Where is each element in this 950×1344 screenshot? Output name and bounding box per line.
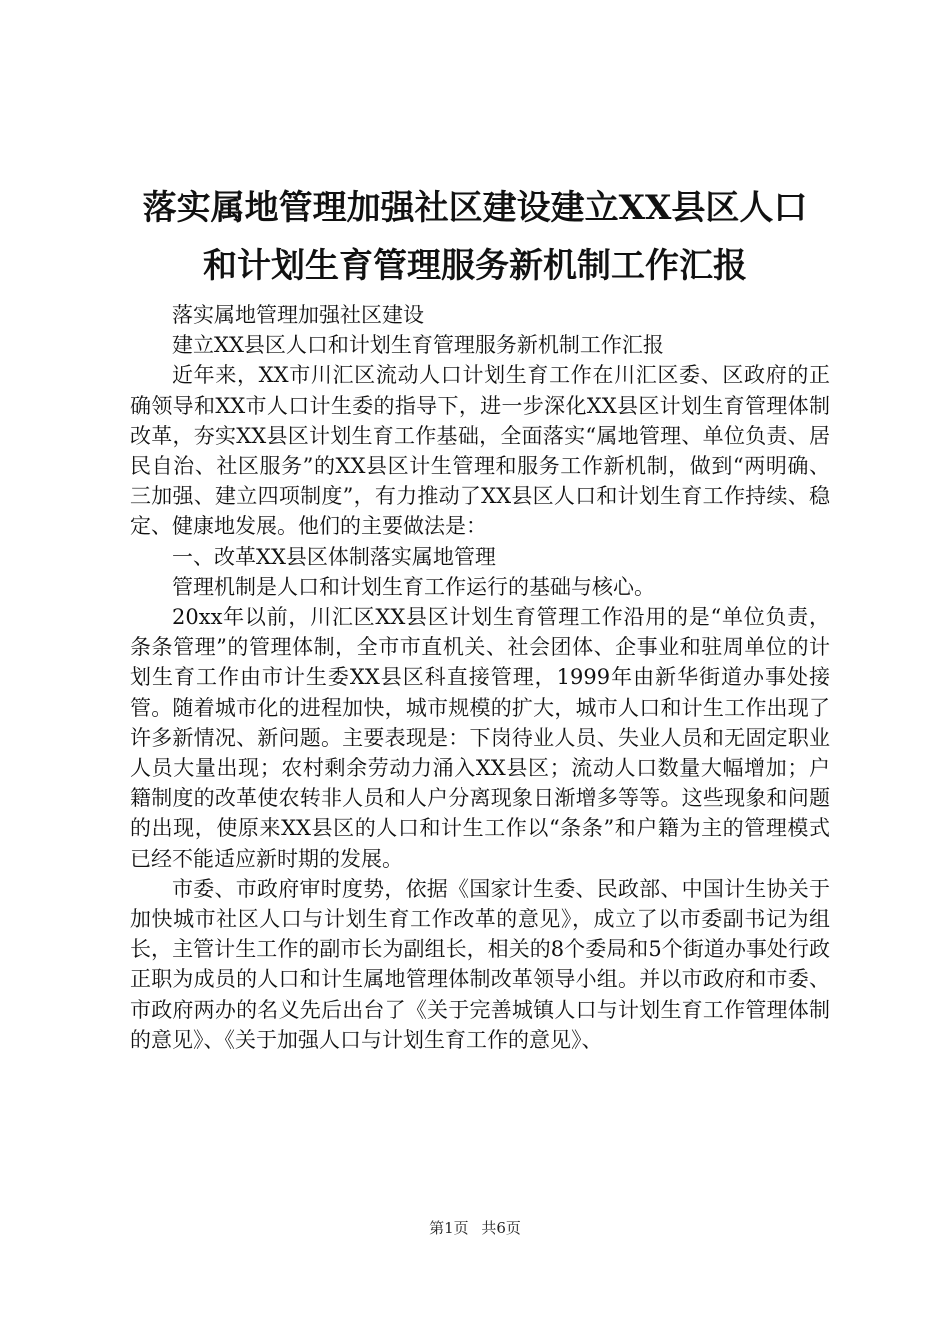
page-total: 共6页	[481, 1219, 521, 1237]
paragraph: 20xx年以前，川汇区XX县区计划生育管理工作沿用的是“单位负责，条条管理”的管理体制，全市市直机关、社会团体、企事业和驻周单位的计划生育工作由市计生委XX县区科直接管理，1999年由新华街道办事处接管。随着城市化的进程加快，城市规模的扩大，城市人口和计生工作出现了许多新情况、新问题。主要表现是：下岗待业人员、失业人员和无固定职业人员大量出现；农村剩余劳动力涌入XX县区；流动人口数量大幅增加；户籍制度的改革使农转非人员和人户分离现象日渐增多等等。这些现象和问题的出现，使原来XX县区的人口和计生工作以“条条”和户籍为主的管理模式已经不能适应新时期的发展。	[130, 605, 830, 871]
paragraph-subtitle-2: 建立XX县区人口和计划生育管理服务新机制工作汇报	[172, 333, 664, 358]
document-body	[130, 300, 830, 1055]
page-number: 第1页	[429, 1219, 469, 1237]
paragraph-subtitle-1: 落实属地管理加强社区建设	[172, 303, 424, 327]
section-heading-1: 一、改革XX县区体制落实属地管理	[172, 544, 496, 569]
paragraph-intro: 近年来，XX市川汇区流动人口计划生育工作在川汇区委、区政府的正确领导和XX市人口计生委的指导下，进一步深化XX县区计划生育管理体制改革，夯实XX县区计划生育工作基础，全面落实“属地管理、单位负责、居民自治、社区服务”的XX县区计生管理和服务工作新机制，做到“两明确、三加强、建立四项制度”，有力推动了XX县区人口和计划生育工作持续、稳定、健康地发展。他们的主要做法是：	[130, 363, 830, 539]
page-footer	[0, 1218, 950, 1238]
paragraph: 市委、市政府审时度势，依据《国家计生委、民政部、中国计生协关于加快城市社区人口与计划生育工作改革的意见》，成立了以市委副书记为组长，主管计生工作的副市长为副组长，相关的8个委局和5个街道办事处行政正职为成员的人口和计生属地管理体制改革领导小组。并以市政府和市委、市政府两办的名义先后出台了《关于完善城镇人口与计划生育工作管理体制的意见》、《关于加强人口与计划生育工作的意见》、	[130, 876, 830, 1052]
document-title-line-1: 落实属地管理加强社区建设建立XX县区人口	[142, 188, 808, 228]
paragraph: 管理机制是人口和计划生育工作运行的基础与核心。	[172, 574, 655, 599]
document-title-line-2: 和计划生育管理服务新机制工作汇报	[203, 246, 747, 286]
